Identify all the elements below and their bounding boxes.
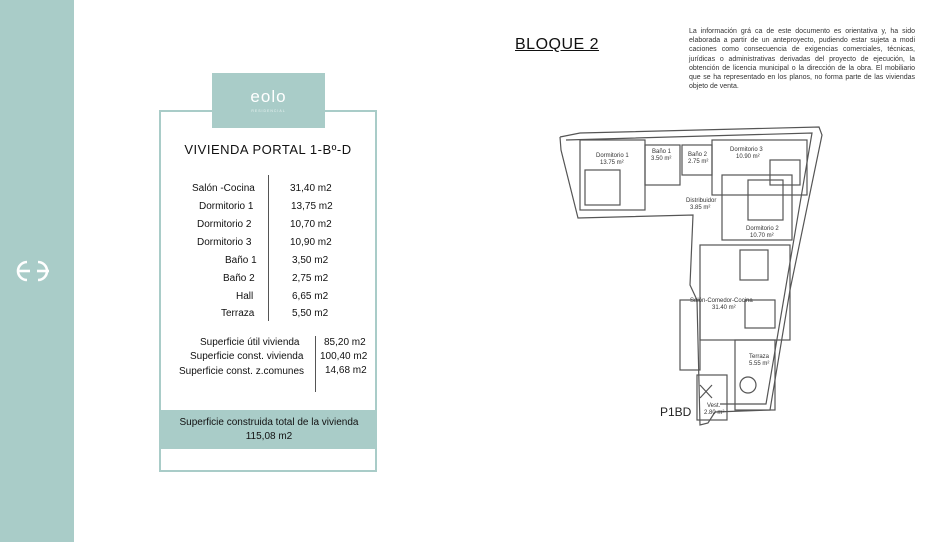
total-area-value: 115,08 m2 (245, 431, 293, 442)
surface-name: Superficie const. vivienda (190, 351, 304, 362)
room-name: Hall (236, 291, 254, 302)
plan-code: P1BD (660, 405, 692, 419)
room-dormitorio-1 (580, 140, 645, 210)
plan-label: Terraza (749, 354, 770, 360)
room-terraza (735, 340, 775, 410)
eo-monogram-icon (14, 258, 54, 284)
room-name: Terraza (221, 308, 255, 319)
room-area: 13,75 m2 (291, 201, 333, 212)
room-name: Baño 2 (223, 273, 255, 284)
plan-label: Baño 2 (688, 152, 708, 158)
room-name: Dormitorio 3 (197, 237, 252, 248)
bed-icon (770, 160, 800, 185)
plan-label: 2.75 m² (688, 159, 709, 165)
surfaces-divider (315, 336, 316, 392)
surface-name: Superficie útil vivienda (200, 337, 300, 348)
plan-label: Distribuidor (686, 198, 717, 204)
room-name: Dormitorio 2 (197, 219, 252, 230)
room-area: 3,50 m2 (292, 255, 329, 266)
plan-label: 13.75 m² (600, 160, 624, 166)
rooms-divider (268, 175, 269, 321)
plan-label: Salón-Comedor-Cocina (690, 298, 753, 304)
plan-label: 3.50 m² (651, 156, 672, 162)
disclaimer-text: La información grá ca de este documento es orientativa y, ha sido elaborada a partir de un anteproyecto, pudiendo estar sujeta a modi caciones como consecuencia de exigencias comerciales, técnicas, jurídicas o administrativas derivadas del proyecto de ejecución, la obtención de licencia municipal o la dirección de la obra. El mobiliario que se ha representado en los planos, no forma parte de las viviendas objeto de venta. (689, 28, 915, 91)
plan-label: 2.80 m² (704, 410, 725, 416)
plan-label: 10.70 m² (750, 233, 774, 239)
plan-label: 10.90 m² (736, 154, 760, 160)
surface-value: 14,68 m2 (325, 365, 367, 376)
room-name: Salón -Cocina (192, 183, 255, 194)
room-area: 6,65 m2 (292, 291, 329, 302)
table-icon (745, 300, 775, 328)
plan-label: 3.85 m² (690, 205, 711, 211)
plan-label: Dormitorio 3 (730, 147, 763, 153)
sofa-icon (740, 250, 768, 280)
room-area: 10,90 m2 (290, 237, 332, 248)
brand-wordmark: eolo (250, 87, 287, 106)
plan-label: Dormitorio 1 (596, 153, 629, 159)
room-name: Dormitorio 1 (199, 201, 254, 212)
unit-title: VIVIENDA PORTAL 1-Bº-D (184, 142, 352, 157)
bed-icon (585, 170, 620, 205)
plan-label: 5.55 m² (749, 361, 770, 367)
room-area: 10,70 m2 (290, 219, 332, 230)
brand-logo (212, 73, 325, 128)
plan-label: Baño 1 (652, 149, 672, 155)
room-area: 5,50 m2 (292, 308, 329, 319)
plan-label: Vest. (707, 403, 721, 409)
block-title: BLOQUE 2 (515, 36, 600, 53)
outer-wall (560, 127, 822, 425)
plan-label: 31.40 m² (712, 305, 736, 311)
room-name: Baño 1 (225, 255, 257, 266)
total-area-label: Superficie construida total de la vivienda (179, 417, 359, 428)
total-area-band (161, 410, 377, 449)
terrace-table-icon (740, 377, 756, 393)
surface-value: 100,40 m2 (320, 351, 368, 362)
room-area: 2,75 m2 (292, 273, 329, 284)
sidebar (0, 0, 74, 542)
surface-value: 85,20 m2 (324, 337, 366, 348)
surface-name: Superficie const. z.comunes (179, 366, 305, 377)
plan-label: Dormitorio 2 (746, 226, 779, 232)
bed-icon (748, 180, 783, 220)
room-area: 31,40 m2 (290, 183, 332, 194)
brand-tagline: RESIDENCIAL (251, 109, 286, 113)
